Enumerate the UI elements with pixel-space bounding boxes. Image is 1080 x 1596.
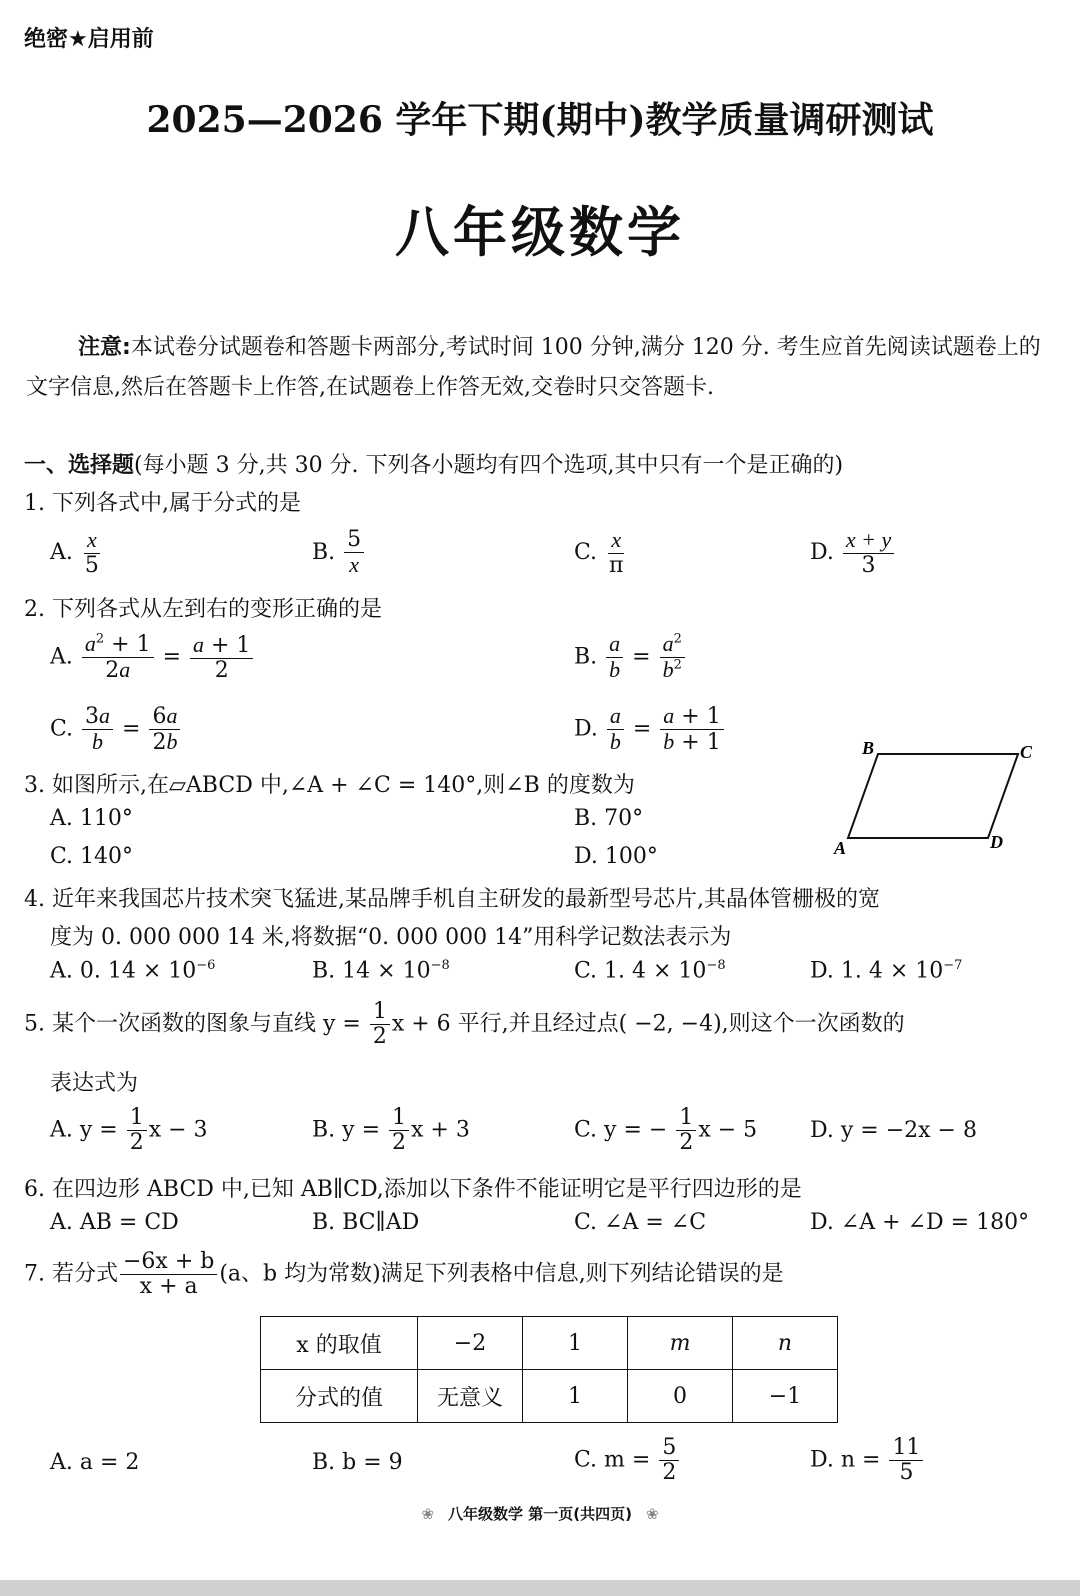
page-footer bbox=[0, 1503, 1080, 1524]
table-row bbox=[261, 1317, 838, 1370]
q7-option-a: A. a = 2 bbox=[50, 1450, 140, 1475]
notice-label: 注意: bbox=[78, 335, 131, 360]
table-cell: m bbox=[628, 1317, 733, 1370]
q4-option-d: D. 1. $4 \times 10^{-7}$ bbox=[810, 958, 963, 984]
question-4-stem-line2: 度为 0. 000 000 14 米,将数据“0. 000 000 14”用科学记数法表示为 bbox=[50, 925, 732, 950]
table-cell: n bbox=[733, 1317, 838, 1370]
footer-text: 八年级数学 第一页(共四页) bbox=[448, 1505, 632, 1523]
q3-option-d: D. 100° bbox=[574, 844, 658, 869]
vertex-label-a: A bbox=[834, 838, 847, 858]
q5-option-a: A. y = $\frac{1}{2}$ x − 3 bbox=[50, 1105, 208, 1156]
q7-option-b: B. b = 9 bbox=[312, 1450, 403, 1475]
q2-option-d: D. $\frac{a}{b}$ = $\frac{a + 1}{b + 1}$ bbox=[574, 704, 726, 755]
flower-icon: ❀ bbox=[421, 1505, 435, 1523]
q3-option-a: A. 110° bbox=[50, 806, 133, 831]
q1-option-d: D. $\frac{x + y}{3}$ bbox=[810, 528, 896, 578]
table-cell: 0 bbox=[628, 1370, 733, 1423]
q7-option-c: C. m = $\frac{5}{2}$ bbox=[574, 1436, 681, 1485]
section-heading bbox=[24, 448, 843, 479]
q6-option-b: B. BC∥AD bbox=[312, 1210, 420, 1235]
parallelogram-figure bbox=[830, 736, 1040, 866]
table-cell: 分式的值 bbox=[261, 1370, 418, 1423]
notice-paragraph bbox=[26, 328, 1056, 408]
q3-option-b: B. 70° bbox=[574, 806, 644, 831]
question-5-stem-line2: 表达式为 bbox=[50, 1071, 139, 1096]
subject-title: 八年级数学 bbox=[395, 200, 685, 264]
table-cell: −1 bbox=[733, 1370, 838, 1423]
q4-option-c: C. 1. $4 \times 10^{-8}$ bbox=[574, 958, 726, 984]
table-cell: 1 bbox=[523, 1370, 628, 1423]
section-desc: (每小题 3 分,共 30 分. 下列各小题均有四个选项,其中只有一个是正确的) bbox=[134, 453, 844, 478]
q4-option-a: A. 0. $14 \times 10^{-6}$ bbox=[50, 958, 216, 984]
question-5-stem: 5. 某个一次函数的图象与直线 y = $\frac{1}{2}$ x + 6 平行,并且经过点( −2, −4),则这个一次函数的 bbox=[24, 999, 905, 1050]
parallelogram-shape bbox=[848, 754, 1018, 838]
question-3-stem: 3. 如图所示,在▱ABCD 中,∠A + ∠C = 140°,则∠B 的度数为 bbox=[24, 773, 635, 798]
q3-option-c: C. 140° bbox=[50, 844, 134, 869]
q1-option-c: C. $\frac{x}{\pi}$ bbox=[574, 527, 624, 579]
bottom-scroll-edge bbox=[0, 1580, 1080, 1596]
confidential-label: 绝密★启用前 bbox=[24, 27, 154, 52]
section-label: 一、选择题 bbox=[24, 453, 135, 478]
q6-option-d: D. ∠A + ∠D = 180° bbox=[810, 1210, 1030, 1235]
value-table bbox=[260, 1316, 838, 1423]
q2-option-b: B. $\frac{a}{b}$ = $\frac{a^2}{b^2}$ bbox=[574, 632, 687, 683]
table-cell: −2 bbox=[418, 1317, 523, 1370]
question-2-stem: 2. 下列各式从左到右的变形正确的是 bbox=[24, 597, 382, 622]
question-6-stem: 6. 在四边形 ABCD 中,已知 AB∥CD,添加以下条件不能证明它是平行四边形的是 bbox=[24, 1177, 802, 1202]
table-row bbox=[261, 1370, 838, 1423]
q6-option-a: A. AB = CD bbox=[50, 1210, 179, 1235]
q7-option-d: D. n = $\frac{11}{5}$ bbox=[810, 1436, 925, 1485]
notice-text: 本试卷分试题卷和答题卡两部分,考试时间 100 分钟,满分 120 分. 考生应首先阅读试题卷上的文字信息,然后在答题卡上作答,在试题卷上作答无效,交卷时只交答题卡. bbox=[26, 335, 1041, 400]
q1-option-b: B. $\frac{5}{x}$ bbox=[312, 528, 366, 578]
exam-title: 2025—2026 学年下期(期中)教学质量调研测试 bbox=[146, 99, 934, 141]
q4-option-b: B. $14 \times 10^{-8}$ bbox=[312, 958, 450, 984]
question-1-stem: 1. 下列各式中,属于分式的是 bbox=[24, 491, 301, 516]
q5-option-c: C. y = − $\frac{1}{2}$ x − 5 bbox=[574, 1105, 758, 1156]
q2-option-a: A. $\frac{a^2 + 1}{2a}$ = $\frac{a + 1}{2}$ bbox=[50, 632, 255, 683]
flower-icon: ❀ bbox=[645, 1505, 659, 1523]
table-cell: 1 bbox=[523, 1317, 628, 1370]
q5-option-d: D. y = −2x − 8 bbox=[810, 1118, 977, 1143]
vertex-label-b: B bbox=[862, 738, 875, 758]
q6-option-c: C. ∠A = ∠C bbox=[574, 1210, 707, 1235]
vertex-label-d: D bbox=[990, 832, 1003, 852]
question-7-stem: 7. 若分式 $\frac{-6x + b}{x + a}$ (a、b 均为常数)满足下列表格中信息,则下列结论错误的是 bbox=[24, 1249, 784, 1300]
vertex-label-c: C bbox=[1020, 742, 1033, 762]
table-cell: 无意义 bbox=[418, 1370, 523, 1423]
question-4-stem-line1: 4. 近年来我国芯片技术突飞猛进,某品牌手机自主研发的最新型号芯片,其晶体管栅极的宽 bbox=[24, 887, 880, 912]
q2-option-c: C. $\frac{3a}{b}$ = $\frac{6a}{2b}$ bbox=[50, 704, 182, 755]
table-cell: x 的取值 bbox=[261, 1317, 418, 1370]
q5-option-b: B. y = $\frac{1}{2}$ x + 3 bbox=[312, 1105, 470, 1156]
q1-option-a: A. $\frac{x}{5}$ bbox=[50, 527, 99, 579]
